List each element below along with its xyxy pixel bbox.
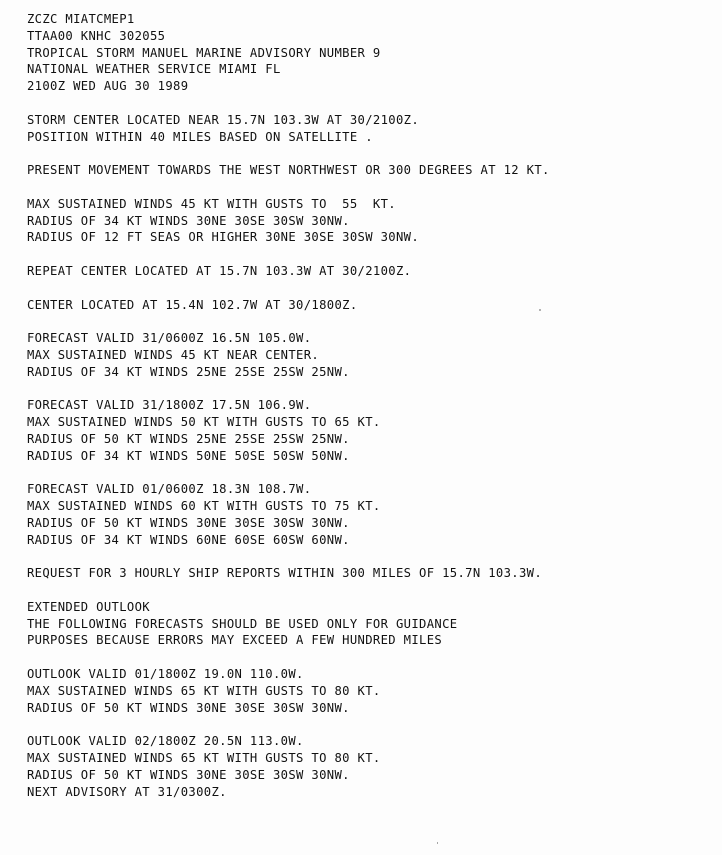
blank-line: [27, 280, 717, 297]
advisory-line: RADIUS OF 50 KT WINDS 30NE 30SE 30SW 30NW.: [27, 700, 350, 715]
advisory-line: POSITION WITHIN 40 MILES BASED ON SATELLITE .: [27, 129, 373, 144]
blank-line: [27, 381, 717, 398]
advisory-line: MAX SUSTAINED WINDS 65 KT WITH GUSTS TO 80 KT.: [27, 683, 381, 698]
advisory-line: FORECAST VALID 31/0600Z 16.5N 105.0W.: [27, 331, 312, 346]
advisory-line: RADIUS OF 34 KT WINDS 25NE 25SE 25SW 25NW.: [27, 364, 350, 379]
blank-line: [27, 246, 717, 263]
advisory-line: NATIONAL WEATHER SERVICE MIAMI FL: [27, 62, 281, 77]
blank-line: [27, 549, 717, 566]
blank-line: [27, 465, 717, 482]
advisory-line: THE FOLLOWING FORECASTS SHOULD BE USED ONLY FOR GUIDANCE: [27, 616, 458, 631]
advisory-line: TROPICAL STORM MANUEL MARINE ADVISORY NUMBER 9: [27, 45, 381, 60]
advisory-line: RADIUS OF 34 KT WINDS 30NE 30SE 30SW 30NW.: [27, 213, 350, 228]
advisory-line: MAX SUSTAINED WINDS 50 KT WITH GUSTS TO 65 KT.: [27, 415, 381, 430]
advisory-line: CENTER LOCATED AT 15.4N 102.7W AT 30/1800Z.: [27, 297, 358, 312]
advisory-line: MAX SUSTAINED WINDS 45 KT NEAR CENTER.: [27, 347, 320, 362]
advisory-line: RADIUS OF 34 KT WINDS 60NE 60SE 60SW 60NW.: [27, 532, 350, 547]
advisory-text: [27, 11, 717, 800]
advisory-line: MAX SUSTAINED WINDS 45 KT WITH GUSTS TO 55 KT.: [27, 196, 396, 211]
advisory-line: RADIUS OF 50 KT WINDS 30NE 30SE 30SW 30NW.: [27, 767, 350, 782]
scan-speck: [437, 842, 438, 844]
advisory-line: PRESENT MOVEMENT TOWARDS THE WEST NORTHWEST OR 300 DEGREES AT 12 KT.: [27, 163, 550, 178]
advisory-line: MAX SUSTAINED WINDS 65 KT WITH GUSTS TO 80 KT.: [27, 751, 381, 766]
blank-line: [27, 716, 717, 733]
blank-line: [27, 313, 717, 330]
advisory-line: RADIUS OF 12 FT SEAS OR HIGHER 30NE 30SE 30SW 30NW.: [27, 230, 420, 245]
blank-line: [27, 179, 717, 196]
advisory-line: 2100Z WED AUG 30 1989: [27, 79, 189, 94]
advisory-line: FORECAST VALID 31/1800Z 17.5N 106.9W.: [27, 398, 312, 413]
advisory-line: RADIUS OF 34 KT WINDS 50NE 50SE 50SW 50NW.: [27, 448, 350, 463]
blank-line: [27, 582, 717, 599]
advisory-line: STORM CENTER LOCATED NEAR 15.7N 103.3W AT 30/2100Z.: [27, 112, 420, 127]
advisory-line: PURPOSES BECAUSE ERRORS MAY EXCEED A FEW HUNDRED MILES: [27, 633, 443, 648]
advisory-line: REPEAT CENTER LOCATED AT 15.7N 103.3W AT 30/2100Z.: [27, 263, 412, 278]
advisory-line: RADIUS OF 50 KT WINDS 30NE 30SE 30SW 30NW.: [27, 515, 350, 530]
blank-line: [27, 145, 717, 162]
scan-speck: [539, 309, 541, 311]
blank-line: [27, 95, 717, 112]
advisory-line: EXTENDED OUTLOOK: [27, 599, 150, 614]
advisory-line: OUTLOOK VALID 01/1800Z 19.0N 110.0W.: [27, 667, 304, 682]
advisory-line: ZCZC MIATCMEP1: [27, 12, 135, 26]
advisory-line: REQUEST FOR 3 HOURLY SHIP REPORTS WITHIN 300 MILES OF 15.7N 103.3W.: [27, 566, 543, 581]
advisory-line: MAX SUSTAINED WINDS 60 KT WITH GUSTS TO 75 KT.: [27, 499, 381, 514]
advisory-line: NEXT ADVISORY AT 31/0300Z.: [27, 784, 227, 799]
advisory-line: OUTLOOK VALID 02/1800Z 20.5N 113.0W.: [27, 734, 304, 749]
advisory-line: TTAA00 KNHC 302055: [27, 28, 166, 43]
advisory-line: FORECAST VALID 01/0600Z 18.3N 108.7W.: [27, 482, 312, 497]
advisory-line: RADIUS OF 50 KT WINDS 25NE 25SE 25SW 25NW.: [27, 431, 350, 446]
blank-line: [27, 649, 717, 666]
